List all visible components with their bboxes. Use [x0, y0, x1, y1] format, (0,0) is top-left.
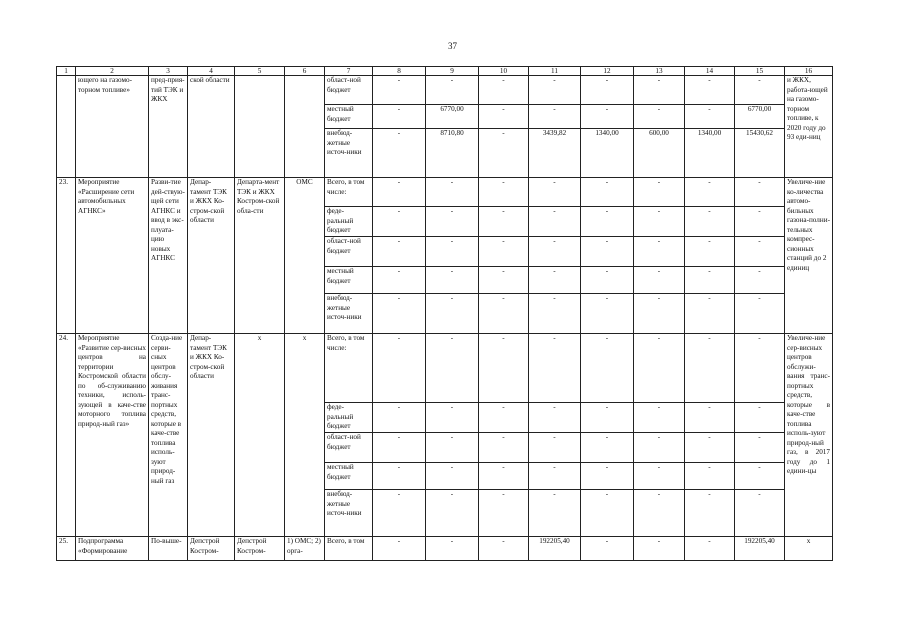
amount-cell: - — [529, 105, 581, 129]
funding-source: Всего, в том числе: — [325, 178, 373, 207]
item-executor: Депар-тамент ТЭК и ЖКХ Ко-стром-ской области — [188, 178, 235, 334]
column-number: 16 — [785, 67, 833, 76]
amount-cell: - — [735, 433, 785, 463]
item-result: Увеличе-ние ко-личества автомо-бильных газона-полни-тельных компрес-сионных станций до 2 единиц — [785, 178, 833, 334]
amount-cell: - — [373, 207, 426, 237]
amount-cell: - — [581, 178, 634, 207]
amount-cell: - — [479, 76, 529, 105]
amount-cell: - — [735, 237, 785, 267]
funding-source: Всего, в том числе: — [325, 334, 373, 403]
column-number: 13 — [634, 67, 685, 76]
amount-cell: - — [373, 178, 426, 207]
amount-cell: - — [426, 178, 479, 207]
amount-cell: - — [426, 334, 479, 403]
amount-cell: - — [581, 105, 634, 129]
amount-cell: - — [373, 463, 426, 490]
amount-cell: - — [685, 237, 735, 267]
amount-cell: - — [735, 207, 785, 237]
funding-source: местный бюджет — [325, 267, 373, 294]
item-participants — [285, 76, 325, 178]
item-main-executor: Депстрой Костром- — [235, 537, 285, 561]
amount-cell: - — [479, 237, 529, 267]
item-goal: Созда-ние серви-сных центров обслу-живания транс-портных средств, которые в каче-стве топлива исполь-зуют природ-ный газ — [149, 334, 188, 537]
amount-cell: - — [529, 237, 581, 267]
item-participants: 1) ОМС; 2) орга- — [285, 537, 325, 561]
amount-cell: - — [426, 294, 479, 334]
amount-cell: - — [529, 207, 581, 237]
page-number: 37 — [448, 41, 457, 51]
item-goal: пред-прия-тий ТЭК и ЖКХ — [149, 76, 188, 178]
amount-cell: - — [735, 403, 785, 433]
amount-cell: - — [479, 267, 529, 294]
amount-cell: - — [479, 433, 529, 463]
item-goal: Разви-тие дей-ствую-щей сети АГНКС и ввод в экс-плуата-цию новых АГНКС — [149, 178, 188, 334]
amount-cell: - — [373, 105, 426, 129]
amount-cell: - — [581, 207, 634, 237]
amount-cell: - — [634, 334, 685, 403]
amount-cell: - — [634, 294, 685, 334]
funding-source: местный бюджет — [325, 105, 373, 129]
amount-cell: 600,00 — [634, 129, 685, 178]
amount-cell: - — [581, 237, 634, 267]
amount-cell: - — [581, 433, 634, 463]
column-number: 14 — [685, 67, 735, 76]
table-row — [57, 334, 833, 403]
amount-cell: 15430,62 — [735, 129, 785, 178]
item-main-executor — [235, 76, 285, 178]
amount-cell: - — [479, 334, 529, 403]
funding-source: местный бюджет — [325, 463, 373, 490]
amount-cell: - — [373, 403, 426, 433]
amount-cell: - — [581, 76, 634, 105]
amount-cell: - — [426, 76, 479, 105]
amount-cell: - — [373, 490, 426, 537]
amount-cell: - — [634, 105, 685, 129]
amount-cell: - — [373, 237, 426, 267]
funding-source: внебюд-жетные источ-ники — [325, 129, 373, 178]
item-title: Подпрограмма «Формирование — [76, 537, 149, 561]
amount-cell: - — [634, 433, 685, 463]
item-title: ющего на газомо-торном топливе» — [76, 76, 149, 178]
amount-cell: - — [735, 334, 785, 403]
item-executor: ской области — [188, 76, 235, 178]
funding-source: феде-ральный бюджет — [325, 207, 373, 237]
amount-cell: 6770,00 — [735, 105, 785, 129]
item-executor: Депар-тамент ТЭК и ЖКХ Ко-стром-ской области — [188, 334, 235, 537]
funding-source: внебюд-жетные источ-ники — [325, 490, 373, 537]
column-number: 8 — [373, 67, 426, 76]
amount-cell: - — [735, 294, 785, 334]
amount-cell: - — [373, 334, 426, 403]
amount-cell: - — [426, 433, 479, 463]
amount-cell: 192205,40 — [529, 537, 581, 561]
amount-cell: - — [529, 463, 581, 490]
amount-cell: - — [373, 294, 426, 334]
item-result: и ЖКХ, работа-ющей на газомо-торном топливе, к 2020 году до 93 еди-ниц — [785, 76, 833, 178]
amount-cell: - — [426, 403, 479, 433]
amount-cell: - — [529, 490, 581, 537]
item-number: 23. — [57, 178, 76, 334]
amount-cell: - — [685, 178, 735, 207]
amount-cell: - — [581, 294, 634, 334]
item-number: 25. — [57, 537, 76, 561]
item-number-cell — [57, 76, 76, 178]
amount-cell: - — [426, 537, 479, 561]
amount-cell: - — [529, 403, 581, 433]
item-result: Увеличе-ние сер-висных центров обслужи-вания транс-портных средств, которые в каче-стве топлива исполь-зуют природ-ный газ, в 2017 году до 1 едини-цы — [785, 334, 833, 537]
amount-cell: - — [426, 463, 479, 490]
amount-cell: - — [581, 403, 634, 433]
amount-cell: - — [634, 463, 685, 490]
amount-cell: - — [735, 267, 785, 294]
amount-cell: - — [479, 294, 529, 334]
amount-cell: 8710,80 — [426, 129, 479, 178]
column-number: 4 — [188, 67, 235, 76]
item-title: Мероприятие «Расширение сети автомобильных АГНКС» — [76, 178, 149, 334]
amount-cell: - — [529, 267, 581, 294]
amount-cell: - — [529, 294, 581, 334]
item-number: 24. — [57, 334, 76, 537]
amount-cell: - — [685, 105, 735, 129]
amount-cell: - — [479, 537, 529, 561]
amount-cell: 192205,40 — [735, 537, 785, 561]
amount-cell: - — [529, 433, 581, 463]
amount-cell: - — [373, 433, 426, 463]
amount-cell: - — [685, 537, 735, 561]
column-number: 3 — [149, 67, 188, 76]
amount-cell: - — [735, 490, 785, 537]
amount-cell: - — [735, 178, 785, 207]
amount-cell: - — [685, 463, 735, 490]
item-title: Мероприятие «Развитие сер-висных центров на территории Костромской области по об-служиванию техники, исполь-зующей в каче-стве моторного топлива природ-ный газ» — [76, 334, 149, 537]
amount-cell: - — [634, 237, 685, 267]
column-number: 5 — [235, 67, 285, 76]
funding-source: Всего, в том — [325, 537, 373, 561]
funding-source: област-ной бюджет — [325, 433, 373, 463]
column-number: 9 — [426, 67, 479, 76]
amount-cell: - — [685, 207, 735, 237]
column-number: 10 — [479, 67, 529, 76]
amount-cell: - — [479, 463, 529, 490]
column-number: 2 — [76, 67, 149, 76]
amount-cell: - — [479, 207, 529, 237]
item-result: х — [785, 537, 833, 561]
amount-cell: - — [373, 76, 426, 105]
amount-cell: - — [426, 207, 479, 237]
amount-cell: - — [735, 76, 785, 105]
amount-cell: - — [634, 537, 685, 561]
column-number: 1 — [57, 67, 76, 76]
item-participants: х — [285, 334, 325, 537]
amount-cell: - — [529, 178, 581, 207]
column-number: 7 — [325, 67, 373, 76]
amount-cell: - — [581, 537, 634, 561]
item-main-executor: Департа-мент ТЭК и ЖКХ Костром-ской обла-сти — [235, 178, 285, 334]
amount-cell: - — [685, 490, 735, 537]
column-number: 11 — [529, 67, 581, 76]
funding-source: област-ной бюджет — [325, 237, 373, 267]
amount-cell: - — [373, 129, 426, 178]
item-goal: По-выше- — [149, 537, 188, 561]
amount-cell: 1340,00 — [685, 129, 735, 178]
amount-cell: - — [426, 490, 479, 537]
program-table — [56, 66, 833, 561]
item-main-executor: х — [235, 334, 285, 537]
amount-cell: - — [373, 537, 426, 561]
funding-source: област-ной бюджет — [325, 76, 373, 105]
amount-cell: - — [685, 403, 735, 433]
amount-cell: - — [479, 129, 529, 178]
table-row — [57, 76, 833, 105]
amount-cell: - — [581, 267, 634, 294]
amount-cell: - — [373, 267, 426, 294]
amount-cell: - — [634, 267, 685, 294]
amount-cell: - — [426, 267, 479, 294]
amount-cell: - — [529, 334, 581, 403]
table-row — [57, 178, 833, 207]
column-number: 15 — [735, 67, 785, 76]
amount-cell: - — [685, 267, 735, 294]
column-number: 6 — [285, 67, 325, 76]
amount-cell: - — [634, 403, 685, 433]
amount-cell: - — [685, 76, 735, 105]
amount-cell: - — [685, 294, 735, 334]
table-row — [57, 537, 833, 561]
amount-cell: - — [479, 105, 529, 129]
amount-cell: - — [581, 334, 634, 403]
amount-cell: - — [529, 76, 581, 105]
amount-cell: - — [634, 76, 685, 105]
amount-cell: - — [685, 433, 735, 463]
amount-cell: - — [479, 403, 529, 433]
item-executor: Депстрой Костром- — [188, 537, 235, 561]
amount-cell: - — [479, 178, 529, 207]
amount-cell: - — [479, 490, 529, 537]
amount-cell: - — [426, 237, 479, 267]
amount-cell: - — [634, 178, 685, 207]
amount-cell: - — [685, 334, 735, 403]
funding-source: внебюд-жетные источ-ники — [325, 294, 373, 334]
amount-cell: - — [634, 207, 685, 237]
amount-cell: 1340,00 — [581, 129, 634, 178]
column-number: 12 — [581, 67, 634, 76]
item-participants: ОМС — [285, 178, 325, 334]
amount-cell: - — [735, 463, 785, 490]
amount-cell: 3439,82 — [529, 129, 581, 178]
amount-cell: - — [581, 490, 634, 537]
amount-cell: - — [634, 490, 685, 537]
column-number-row — [57, 67, 833, 76]
funding-source: феде-ральный бюджет — [325, 403, 373, 433]
amount-cell: 6770,00 — [426, 105, 479, 129]
amount-cell: - — [581, 463, 634, 490]
